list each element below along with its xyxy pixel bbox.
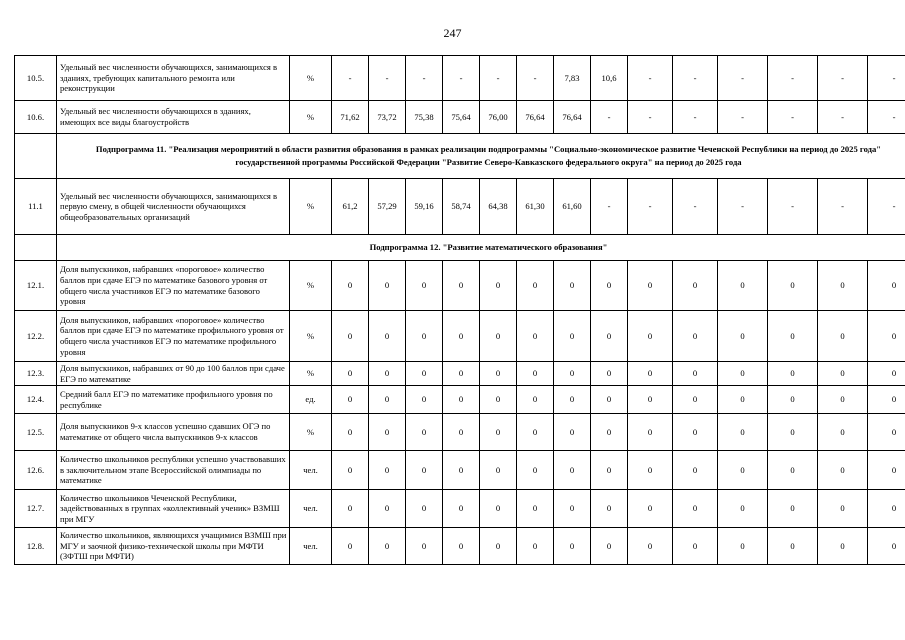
value-cell: 0 (818, 362, 868, 386)
value-cell: 0 (591, 311, 628, 362)
row-number: 12.1. (15, 261, 57, 311)
value-cell: 0 (628, 451, 673, 490)
section-row (15, 134, 905, 179)
value-cell: 0 (443, 414, 480, 451)
value-cell: 0 (718, 261, 768, 311)
value-cell: - (673, 56, 718, 101)
row-number: 12.3. (15, 362, 57, 386)
indicators-table (14, 55, 905, 565)
row-number: 12.5. (15, 414, 57, 451)
value-cell: 0 (818, 451, 868, 490)
value-cell: 0 (369, 490, 406, 528)
indicator-name: Доля выпускников, набравших от 90 до 100 баллов при сдаче ЕГЭ по математике (57, 362, 290, 386)
value-cell: - (818, 179, 868, 235)
section-title: Подпрограмма 12. "Развитие математического образования" (57, 235, 905, 261)
value-cell: 0 (332, 386, 369, 414)
value-cell: 0 (554, 414, 591, 451)
value-cell: - (868, 56, 905, 101)
value-cell: 0 (818, 311, 868, 362)
value-cell: - (628, 179, 673, 235)
value-cell: 0 (517, 451, 554, 490)
indicator-name: Удельный вес численности обучающихся, занимающихся в зданиях, требующих капитального ремонта или реконструкции (57, 56, 290, 101)
unit-cell: чел. (290, 451, 332, 490)
unit-cell: % (290, 56, 332, 101)
value-cell: - (768, 101, 818, 134)
value-cell: 0 (673, 528, 718, 565)
table-row (15, 414, 905, 451)
value-cell: 0 (369, 414, 406, 451)
value-cell: 0 (443, 362, 480, 386)
value-cell: 75,38 (406, 101, 443, 134)
unit-cell: % (290, 101, 332, 134)
value-cell: 0 (406, 362, 443, 386)
value-cell: 0 (768, 451, 818, 490)
value-cell: - (818, 101, 868, 134)
value-cell: 0 (443, 261, 480, 311)
value-cell: 0 (517, 261, 554, 311)
value-cell: 0 (443, 386, 480, 414)
value-cell: 0 (591, 451, 628, 490)
unit-cell: чел. (290, 490, 332, 528)
value-cell: 0 (554, 261, 591, 311)
value-cell: 0 (554, 386, 591, 414)
value-cell: 0 (369, 386, 406, 414)
table-row (15, 451, 905, 490)
table-row (15, 311, 905, 362)
value-cell: 0 (673, 386, 718, 414)
indicator-name: Количество школьников, являющихся учащимися ВЗМШ при МГУ и заочной физико-технической школы при МФТИ (ЗФТШ при МФТИ) (57, 528, 290, 565)
indicator-name: Удельный вес численности обучающихся, занимающихся в первую смену, в общей численности обучающихся общеобразовательных организаций (57, 179, 290, 235)
table-row (15, 261, 905, 311)
value-cell: 0 (406, 386, 443, 414)
value-cell: 0 (628, 386, 673, 414)
unit-cell: % (290, 179, 332, 235)
value-cell: - (768, 56, 818, 101)
value-cell: 0 (406, 311, 443, 362)
value-cell: 73,72 (369, 101, 406, 134)
value-cell: 75,64 (443, 101, 480, 134)
value-cell: 0 (332, 414, 369, 451)
value-cell: 0 (480, 362, 517, 386)
value-cell: 0 (868, 451, 905, 490)
value-cell: 0 (443, 311, 480, 362)
value-cell: 0 (868, 414, 905, 451)
value-cell: 0 (554, 451, 591, 490)
value-cell: 0 (768, 311, 818, 362)
value-cell: 0 (517, 311, 554, 362)
unit-cell: чел. (290, 528, 332, 565)
row-number: 11.1 (15, 179, 57, 235)
value-cell: - (868, 179, 905, 235)
value-cell: 76,64 (554, 101, 591, 134)
value-cell: 0 (868, 490, 905, 528)
indicator-name: Количество школьников республики успешно участвовавших в заключительном этапе Всероссийской олимпиады по математике (57, 451, 290, 490)
table-row (15, 362, 905, 386)
value-cell: 0 (480, 451, 517, 490)
row-number: 12.8. (15, 528, 57, 565)
value-cell: 0 (673, 362, 718, 386)
value-cell: 0 (628, 311, 673, 362)
value-cell: 0 (443, 528, 480, 565)
value-cell: 0 (818, 261, 868, 311)
unit-cell: % (290, 261, 332, 311)
value-cell: 0 (554, 490, 591, 528)
table-row (15, 386, 905, 414)
unit-cell: % (290, 362, 332, 386)
value-cell: - (673, 101, 718, 134)
value-cell: 0 (554, 311, 591, 362)
value-cell: 61,60 (554, 179, 591, 235)
table-row (15, 179, 905, 235)
value-cell: 76,64 (517, 101, 554, 134)
value-cell: 0 (443, 490, 480, 528)
value-cell: 0 (369, 528, 406, 565)
value-cell: 0 (480, 386, 517, 414)
value-cell: 0 (332, 451, 369, 490)
value-cell: 0 (868, 528, 905, 565)
value-cell: 0 (818, 386, 868, 414)
section-title: Подпрограмма 11. "Реализация мероприятий в области развития образования в рамках реализации подпрограммы "Социально-экономическое развитие Чеченской Республики на период до 2025 года" государственной программы Российской Федерации "Развитие Северо-Кавказского федерального округа" на период до 2025 года (57, 134, 905, 179)
row-number: 12.7. (15, 490, 57, 528)
value-cell: 0 (369, 362, 406, 386)
value-cell: 0 (768, 362, 818, 386)
value-cell: 0 (517, 362, 554, 386)
value-cell: - (406, 56, 443, 101)
value-cell: 0 (406, 490, 443, 528)
value-cell: 0 (818, 528, 868, 565)
indicator-name: Доля выпускников, набравших «пороговое» количество баллов при сдаче ЕГЭ по математике базового уровня от общего числа участников ЕГЭ по математике базового уровня (57, 261, 290, 311)
value-cell: 0 (718, 386, 768, 414)
value-cell: 61,2 (332, 179, 369, 235)
value-cell: 0 (406, 451, 443, 490)
value-cell: 0 (554, 528, 591, 565)
value-cell: 0 (718, 362, 768, 386)
value-cell: 0 (591, 490, 628, 528)
value-cell: 0 (369, 311, 406, 362)
value-cell: 0 (718, 414, 768, 451)
value-cell: 0 (673, 311, 718, 362)
indicator-name: Количество школьников Чеченской Республики, задействованных в группах «коллективный ученик» ВЗМШ при МГУ (57, 490, 290, 528)
value-cell: 0 (591, 414, 628, 451)
value-cell: 58,74 (443, 179, 480, 235)
value-cell: 0 (591, 362, 628, 386)
table-row (15, 528, 905, 565)
value-cell: - (718, 56, 768, 101)
value-cell: - (628, 56, 673, 101)
value-cell: - (768, 179, 818, 235)
value-cell: 0 (868, 362, 905, 386)
value-cell: 0 (718, 311, 768, 362)
row-number: 10.6. (15, 101, 57, 134)
table-row (15, 101, 905, 134)
value-cell: 0 (369, 451, 406, 490)
value-cell: 10,6 (591, 56, 628, 101)
value-cell: 0 (480, 528, 517, 565)
table-row (15, 56, 905, 101)
value-cell: 59,16 (406, 179, 443, 235)
value-cell: - (591, 101, 628, 134)
value-cell: - (517, 56, 554, 101)
value-cell: 7,83 (554, 56, 591, 101)
value-cell: 0 (517, 414, 554, 451)
value-cell: 0 (591, 261, 628, 311)
value-cell: - (369, 56, 406, 101)
value-cell: 0 (332, 490, 369, 528)
value-cell: - (718, 179, 768, 235)
value-cell: 0 (718, 528, 768, 565)
section-row (15, 235, 905, 261)
value-cell: 0 (332, 362, 369, 386)
value-cell: 0 (332, 261, 369, 311)
value-cell: 0 (517, 386, 554, 414)
value-cell: 0 (673, 451, 718, 490)
value-cell: 0 (868, 386, 905, 414)
value-cell: - (718, 101, 768, 134)
value-cell: 0 (673, 261, 718, 311)
indicator-name: Доля выпускников, набравших «пороговое» количество баллов при сдаче ЕГЭ по математике профильного уровня от общего числа участников ЕГЭ по математике профильного уровня (57, 311, 290, 362)
section-empty-cell (15, 134, 57, 179)
section-empty-cell (15, 235, 57, 261)
value-cell: - (480, 56, 517, 101)
value-cell: 0 (768, 528, 818, 565)
value-cell: 0 (628, 528, 673, 565)
value-cell: 0 (332, 528, 369, 565)
table-row (15, 490, 905, 528)
value-cell: 0 (591, 386, 628, 414)
indicator-name: Доля выпускников 9-х классов успешно сдавших ОГЭ по математике от общего числа выпускников 9-х классов (57, 414, 290, 451)
value-cell: 0 (443, 451, 480, 490)
indicator-name: Средний балл ЕГЭ по математике профильного уровня по республике (57, 386, 290, 414)
row-number: 12.6. (15, 451, 57, 490)
value-cell: 0 (628, 261, 673, 311)
value-cell: 57,29 (369, 179, 406, 235)
unit-cell: % (290, 311, 332, 362)
value-cell: - (673, 179, 718, 235)
value-cell: 0 (868, 261, 905, 311)
value-cell: 0 (628, 414, 673, 451)
page-number: 247 (443, 26, 462, 40)
value-cell: 0 (406, 528, 443, 565)
row-number: 10.5. (15, 56, 57, 101)
value-cell: 0 (868, 311, 905, 362)
value-cell: - (443, 56, 480, 101)
value-cell: 0 (591, 528, 628, 565)
value-cell: 0 (628, 490, 673, 528)
value-cell: 0 (818, 414, 868, 451)
value-cell: 0 (718, 490, 768, 528)
value-cell: 0 (768, 414, 818, 451)
value-cell: 0 (818, 490, 868, 528)
value-cell: 0 (332, 311, 369, 362)
value-cell: 61,30 (517, 179, 554, 235)
value-cell: 0 (480, 490, 517, 528)
value-cell: - (868, 101, 905, 134)
value-cell: 0 (718, 451, 768, 490)
value-cell: 0 (480, 311, 517, 362)
value-cell: 0 (554, 362, 591, 386)
value-cell: 71,62 (332, 101, 369, 134)
unit-cell: ед. (290, 386, 332, 414)
row-number: 12.4. (15, 386, 57, 414)
value-cell: 76,00 (480, 101, 517, 134)
value-cell: 0 (673, 490, 718, 528)
value-cell: 0 (628, 362, 673, 386)
value-cell: 0 (768, 386, 818, 414)
value-cell: - (818, 56, 868, 101)
value-cell: 0 (768, 261, 818, 311)
value-cell: 0 (517, 528, 554, 565)
indicator-name: Удельный вес численности обучающихся в зданиях, имеющих все виды благоустройств (57, 101, 290, 134)
unit-cell: % (290, 414, 332, 451)
value-cell: 0 (369, 261, 406, 311)
value-cell: 0 (480, 261, 517, 311)
value-cell: - (628, 101, 673, 134)
value-cell: 0 (480, 414, 517, 451)
value-cell: 0 (768, 490, 818, 528)
row-number: 12.2. (15, 311, 57, 362)
value-cell: 0 (406, 414, 443, 451)
value-cell: 0 (517, 490, 554, 528)
value-cell: - (591, 179, 628, 235)
value-cell: 0 (673, 414, 718, 451)
value-cell: 64,38 (480, 179, 517, 235)
value-cell: 0 (406, 261, 443, 311)
value-cell: - (332, 56, 369, 101)
